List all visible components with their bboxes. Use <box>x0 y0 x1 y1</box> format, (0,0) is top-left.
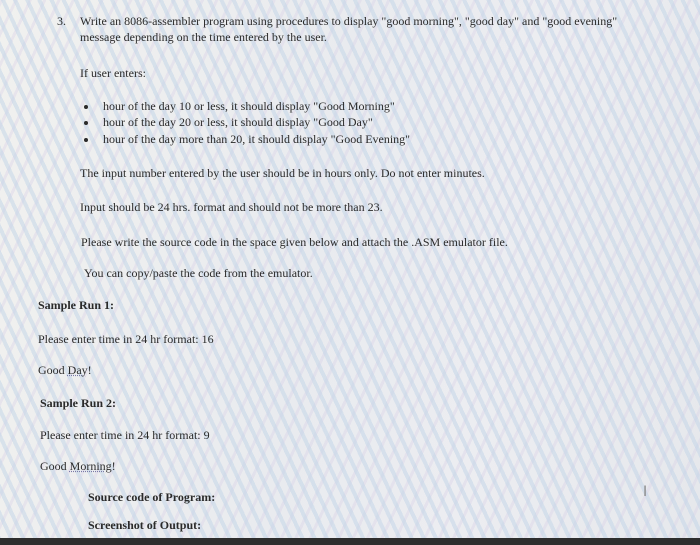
page-bottom-edge <box>0 538 700 545</box>
sample-run-1-heading: Sample Run 1: <box>38 298 115 312</box>
output-suffix: ! <box>111 459 116 473</box>
bullet-marker <box>84 105 88 109</box>
bullet-marker <box>84 138 88 142</box>
note-hours-only: The input number entered by the user should be in hours only. Do not enter minutes. <box>80 166 485 180</box>
question-text-line-2: message depending on the time entered by the user. <box>80 30 327 44</box>
question-number: 3. <box>57 14 66 28</box>
bullet-marker <box>84 121 88 125</box>
sample-run-2-heading: Sample Run 2: <box>40 396 117 410</box>
sample-run-1-prompt: Please enter time in 24 hr format: 16 <box>38 332 214 346</box>
condition-item: hour of the day 20 or less, it should display "Good Day" <box>103 115 373 129</box>
note-write-source: Please write the source code in the space given below and attach the .ASM emulator file. <box>81 235 508 249</box>
condition-item: hour of the day 10 or less, it should display "Good Morning" <box>103 99 395 113</box>
output-word: Morning <box>69 459 112 473</box>
screenshot-output-label: Screenshot of Output: <box>88 518 202 532</box>
sample-run-2-output <box>40 459 116 473</box>
source-code-label: Source code of Program: <box>88 490 216 504</box>
sample-run-2-prompt: Please enter time in 24 hr format: 9 <box>40 428 210 442</box>
note-24hr-format: Input should be 24 hrs. format and should not be more than 23. <box>80 200 383 214</box>
note-copy-paste: You can copy/paste the code from the emulator. <box>84 266 313 280</box>
output-word: Day <box>67 363 88 377</box>
sample-run-1-output <box>38 363 92 377</box>
output-prefix: Good <box>40 459 70 473</box>
if-user-enters-label: If user enters: <box>80 66 146 80</box>
question-text-line-1: Write an 8086-assembler program using procedures to display "good morning", "good day" and "good evening" <box>80 14 618 28</box>
text-cursor-icon: I <box>643 484 648 500</box>
output-prefix: Good <box>38 363 68 377</box>
condition-item: hour of the day more than 20, it should display "Good Evening" <box>103 132 411 146</box>
output-suffix: ! <box>87 363 92 377</box>
